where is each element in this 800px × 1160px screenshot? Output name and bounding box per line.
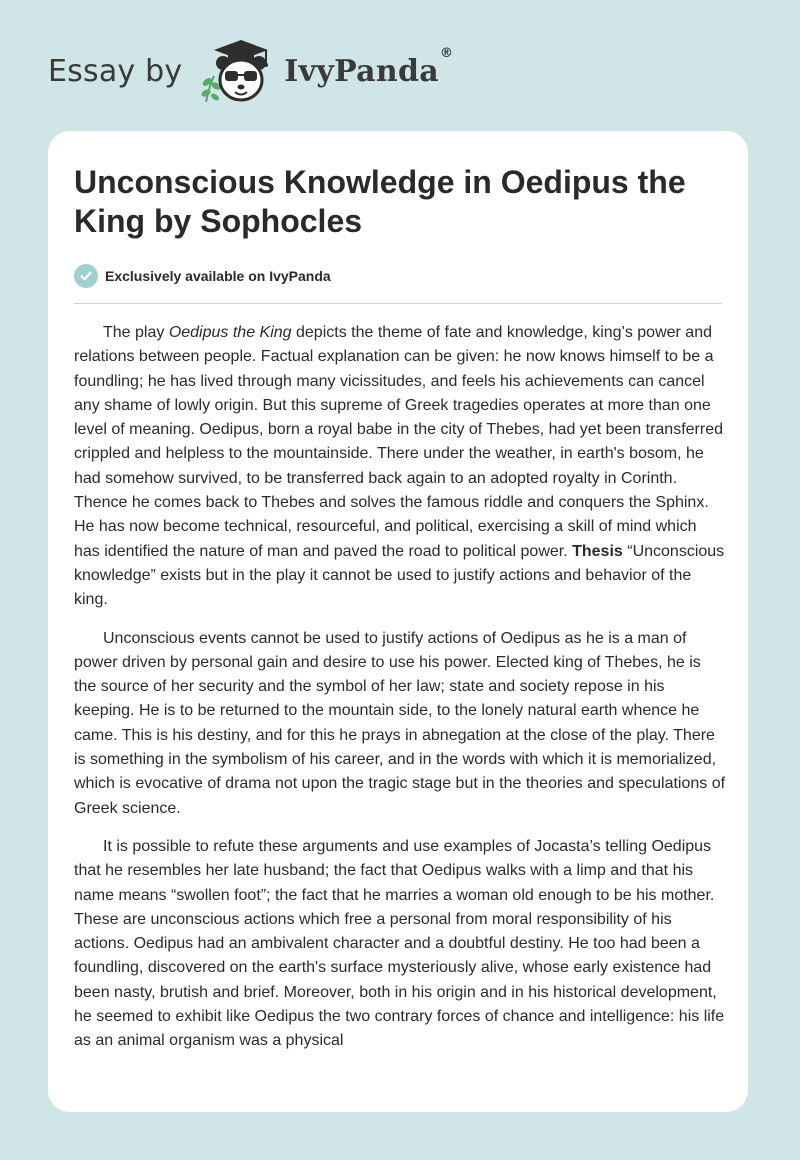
divider (74, 303, 722, 304)
paragraph-1-end: “Unconscious knowledge” exists but in the play it cannot be used to justify actions and behavior of the king. (74, 542, 725, 609)
panda-logo-icon (196, 36, 278, 106)
essay-body (74, 321, 726, 1068)
paragraph-1-middle: depicts the theme of fate and knowledge, king’s power and relations between people. Factual explanation can be given: he now knows himself to be a foundling; he has lived through many vicissitudes, and feels his achievements can cancel any shame of lowly origin. But this supreme of Greek tragedies operates at more than one level of meaning. Oedipus, born a royal babe in the city of Thebes, had yet been transferred crippled and helpless to the mountainside. There under the weather, in earth's bosom, he had somehow survived, to be transferred back again to an adopted royalty in Corinth. Thence he comes back to Thebes and solves the famous riddle and conquers the Sphinx. He has now become technical, resourceful, and political, exercising a skill of mind which has identified the nature of man and paved the road to political power. (74, 324, 723, 560)
play-title: Oedipus the King (168, 324, 292, 341)
exclusive-badge (74, 264, 331, 288)
thesis-label: Thesis (572, 542, 623, 560)
essay-by-label: Essay by (48, 53, 183, 89)
essay-title: Unconscious Knowledge in Oedipus the King by Sophocles (74, 164, 686, 239)
brand-name (284, 45, 454, 89)
site-header (48, 36, 453, 106)
registered-mark: ® (440, 45, 454, 61)
brand-text: IvyPanda (284, 53, 440, 89)
paragraph-3: It is possible to refute these arguments and use examples of Jocasta’s telling Oedipus that he resembles her late husband; the fact that Oedipus walks with a limp and that his name means “swollen foot”; the fact that he marries a woman old enough to be his mother. These are unconscious actions which free a personal from moral responsibility of his actions. Oedipus had an ambivalent character and a doubtful destiny. He too had been a foundling, discovered on the earth's surface mysteriously alive, whose early existence had been nasty, brutish and brief. Moreover, both in his origin and in his historical development, he seemed to exhibit like Oedipus the two contrary forces of chance and intelligence: his life as an animal organism was a physical (74, 837, 725, 1050)
check-icon (74, 264, 98, 288)
paragraph-1-start: The play (103, 324, 169, 341)
paragraph-2: Unconscious events cannot be used to justify actions of Oedipus as he is a man of power driven by personal gain and desire to use his power. Elected king of Thebes, he is the source of her security and the symbol of her law; state and society repose in his keeping. He is to be returned to the mountain side, to the lonely natural earth whence he came. This is his destiny, and for this he prays in abnegation at the close of the play. There is something in the symbolism of his career, and in the words with which it is memorialized, which is evocative of drama not upon the tragic stage but in the theories and speculations of Greek science. (74, 629, 726, 817)
essay-card (48, 131, 748, 1112)
exclusive-text: Exclusively available on IvyPanda (105, 268, 331, 284)
paragraph-1 (74, 321, 726, 613)
